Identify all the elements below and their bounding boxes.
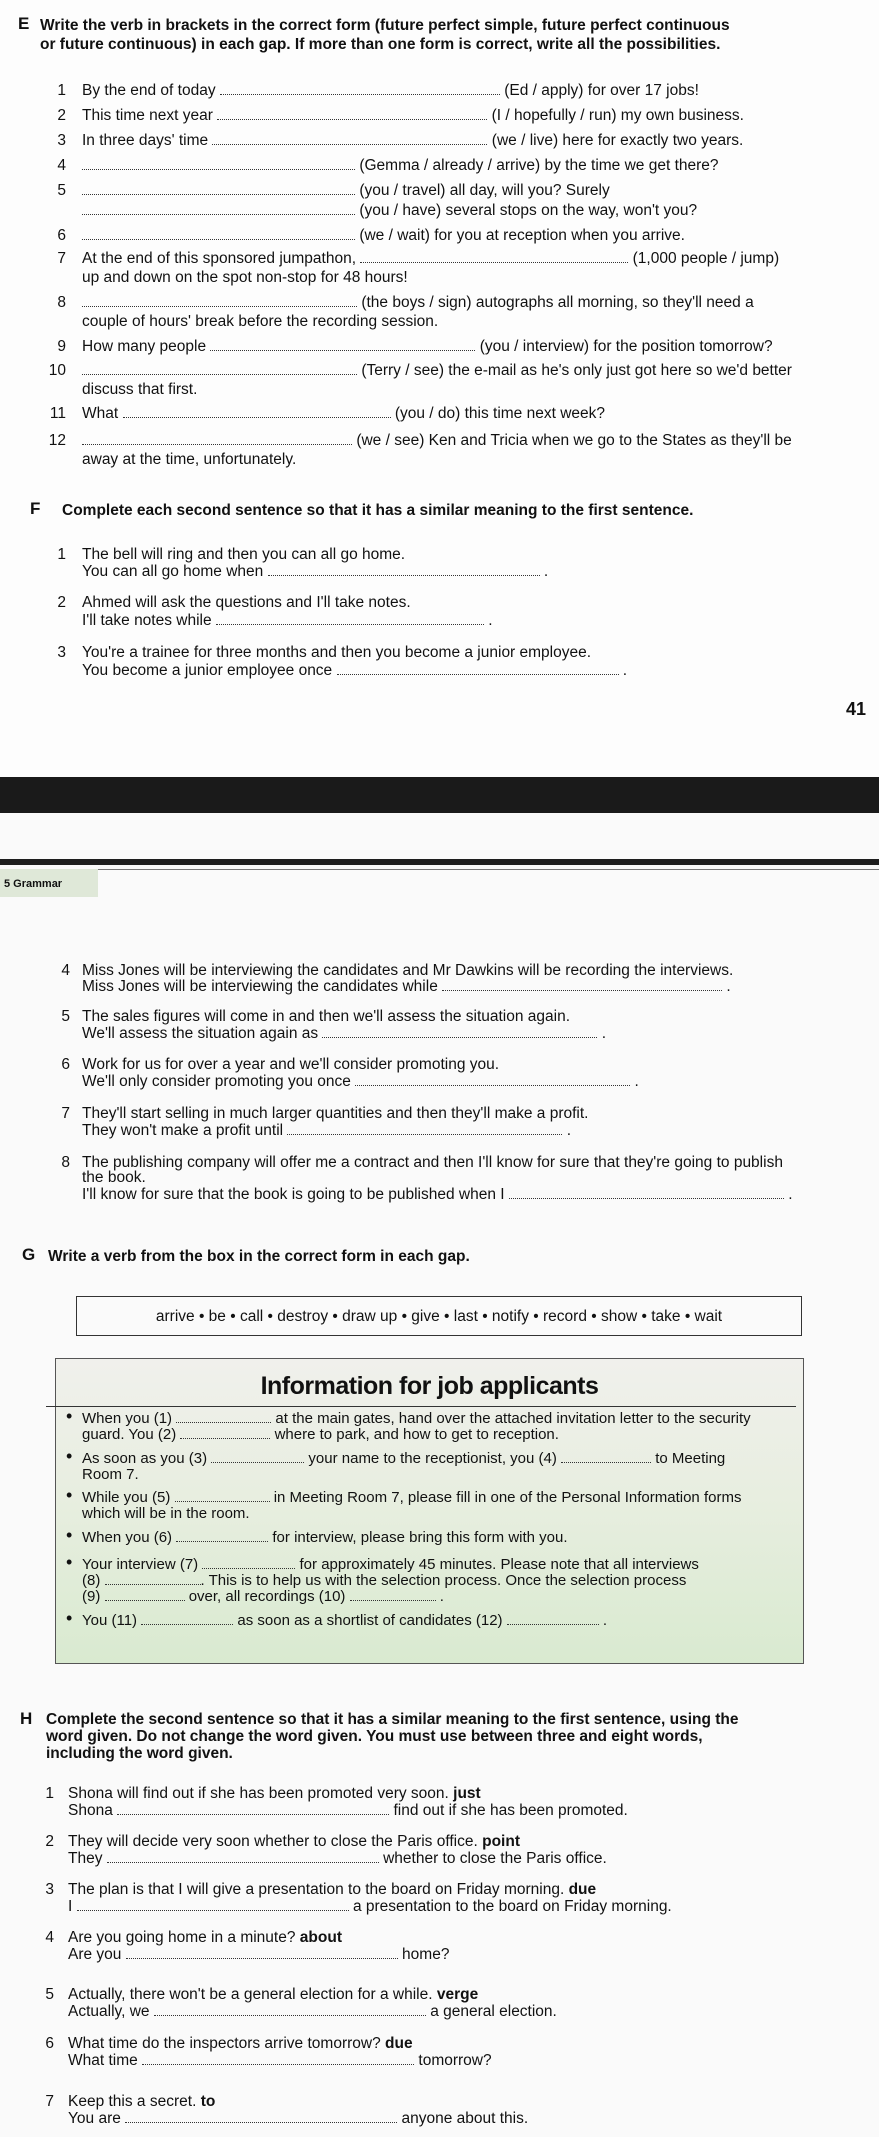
answer-gap[interactable] (82, 182, 355, 195)
page-divider (0, 777, 879, 813)
item-text: We'll only consider promoting you once (82, 1073, 351, 1090)
item-text: What time (68, 2052, 138, 2069)
list-item: Ahmed will ask the questions and I'll take notes. (82, 594, 411, 611)
answer-gap[interactable] (509, 1186, 784, 1199)
list-item (82, 226, 685, 245)
key-word: point (482, 1833, 520, 1850)
key-word: just (453, 1785, 481, 1802)
item-text: You can all go home when (82, 563, 264, 580)
answer-gap[interactable] (142, 2052, 414, 2065)
section-e-instruction: Write the verb in brackets in the correct form (future perfect simple, future perfect continuous (40, 17, 730, 34)
item-number: 5 (57, 182, 66, 199)
answer-gap[interactable] (337, 662, 619, 675)
item-text: Miss Jones will be interviewing the candidates while (82, 978, 438, 995)
list-item: I'll take notes while . (82, 612, 493, 629)
item-text: Are you going home in a minute? (68, 1929, 296, 1946)
item-text: a general election. (430, 2003, 557, 2020)
item-prompt: (you / have) several stops on the way, won't you? (359, 202, 698, 219)
answer-gap[interactable] (82, 294, 357, 307)
list-item (82, 156, 719, 175)
item-number: 3 (57, 644, 66, 661)
answer-gap-12[interactable] (507, 1612, 599, 1625)
bullet-text: in Meeting Room 7, please fill in one of the Personal Information forms (273, 1489, 742, 1506)
list-item (68, 2051, 492, 2070)
item-number: 2 (57, 107, 66, 124)
section-g-letter: G (22, 1245, 36, 1264)
item-number: 4 (57, 157, 66, 174)
answer-gap[interactable] (154, 2003, 426, 2016)
key-word: about (299, 1929, 342, 1946)
list-item (82, 249, 779, 268)
section-f-letter: F (30, 499, 41, 518)
answer-gap-7[interactable] (202, 1556, 295, 1569)
bullet-line: which will be in the room. (82, 1505, 250, 1522)
item-text: I'll know for sure that the book is going to be published when I (82, 1186, 505, 1203)
list-item (82, 201, 697, 220)
key-word: due (385, 2035, 413, 2052)
bullet-icon: • (66, 1552, 73, 1572)
item-continuation: the book. (82, 1169, 146, 1186)
section-e-instruction-2: or future continuous) in each gap. If more than one form is correct, write all the possibilities. (40, 36, 721, 53)
list-item: The bell will ring and then you can all go home. (82, 546, 406, 563)
list-item (68, 1897, 672, 1916)
answer-gap[interactable] (117, 1802, 389, 1815)
item-number: 3 (57, 132, 66, 149)
list-item (68, 1849, 607, 1868)
answer-gap-1[interactable] (176, 1410, 271, 1423)
item-number: 7 (45, 2093, 54, 2110)
list-item (82, 431, 792, 450)
header-rule (0, 859, 879, 865)
item-text: Actually, there won't be a general election for a while. (68, 1986, 433, 2003)
section-h-instruction: Complete the second sentence so that it has a similar meaning to the first sentence, using the (46, 1711, 739, 1728)
bullet-text: While you (5) (82, 1489, 171, 1506)
answer-gap[interactable] (216, 612, 484, 625)
bullet-text: your name to the receptionist, you (4) (308, 1450, 557, 1467)
answer-gap[interactable] (82, 202, 355, 215)
bullet-icon: • (66, 1608, 73, 1628)
item-continuation: up and down on the spot non-stop for 48 hours! (82, 269, 408, 286)
list-item (68, 2002, 557, 2021)
bullet-text: When you (6) (82, 1529, 173, 1546)
answer-gap[interactable] (360, 250, 628, 263)
list-item (68, 2109, 528, 2128)
item-text: a presentation to the board on Friday morning. (352, 1898, 672, 1915)
list-item (82, 361, 792, 380)
bullet-icon: • (66, 1485, 73, 1505)
item-text: anyone about this. (401, 2110, 529, 2127)
answer-gap[interactable] (77, 1898, 349, 1911)
section-g-instruction: Write a verb from the box in the correct form in each gap. (48, 1248, 470, 1265)
item-number: 8 (57, 294, 66, 311)
item-number: 7 (57, 250, 66, 267)
answer-gap-5[interactable] (175, 1489, 270, 1502)
item-number: 7 (61, 1105, 70, 1122)
info-title-rule (46, 1406, 796, 1407)
bullet-icon: • (66, 1525, 73, 1545)
answer-gap-6[interactable] (176, 1529, 268, 1542)
answer-gap-4[interactable] (561, 1450, 651, 1463)
section-e-letter: E (18, 14, 30, 33)
section-h-instruction-2: word given. Do not change the word given. You must use between three and eight words, (46, 1728, 703, 1745)
bullet-text: guard. You (2) (82, 1426, 177, 1443)
item-text: How many people (82, 338, 207, 355)
answer-gap[interactable] (123, 405, 391, 418)
bullet-text: where to park, and how to get to reception. (274, 1426, 559, 1443)
item-number: 5 (61, 1008, 70, 1025)
info-box (55, 1358, 804, 1664)
section-f-instruction: Complete each second sentence so that it has a similar meaning to the first sentence. (62, 502, 694, 519)
page-number: 41 (846, 699, 867, 719)
answer-gap[interactable] (355, 1073, 630, 1086)
answer-gap[interactable] (322, 1025, 597, 1038)
answer-gap-11[interactable] (141, 1612, 233, 1625)
bullet-text: as soon as a shortlist of candidates (12) (237, 1612, 503, 1629)
bullet-text: As soon as you (3) (82, 1450, 208, 1467)
bullet-text: at the main gates, hand over the attached invitation letter to the security (275, 1410, 751, 1427)
list-item: You become a junior employee once . (82, 662, 628, 679)
item-prompt: (we / live) here for exactly two years. (491, 132, 744, 149)
item-text: I (68, 1898, 73, 1915)
item-text: They will decide very soon whether to close the Paris office. (68, 1833, 478, 1850)
item-text: This time next year (82, 107, 213, 124)
item-text: By the end of today (82, 82, 216, 99)
item-prompt: (you / travel) all day, will you? Surely (359, 182, 610, 199)
item-continuation: away at the time, unfortunately. (82, 451, 297, 468)
list-item (82, 404, 605, 423)
answer-gap[interactable] (442, 978, 722, 991)
list-item (82, 337, 773, 356)
item-text: Shona will find out if she has been promoted very soon. (68, 1785, 449, 1802)
word-box (76, 1296, 802, 1336)
answer-gap[interactable] (287, 1122, 562, 1135)
answer-gap[interactable] (126, 1946, 398, 1959)
item-prompt: (we / see) Ken and Tricia when we go to the States as they'll be (356, 432, 792, 449)
bullet-text: You (11) (82, 1612, 138, 1629)
list-item: Work for us for over a year and we'll consider promoting you. (82, 1056, 500, 1073)
item-number: 4 (45, 1929, 54, 1946)
info-title: Information for job applicants (260, 1372, 599, 1400)
answer-gap[interactable] (82, 157, 355, 170)
item-number: 9 (57, 338, 66, 355)
item-text: whether to close the Paris office. (383, 1850, 607, 1867)
item-prompt: (we / wait) for you at reception when you arrive. (359, 227, 685, 244)
chapter-label: 5 Grammar (4, 878, 63, 890)
item-prompt: (you / interview) for the position tomorrow? (479, 338, 773, 355)
section-h-letter: H (20, 1709, 33, 1728)
key-word: to (200, 2093, 216, 2110)
item-text: They (68, 1850, 103, 1867)
item-number: 1 (45, 1785, 54, 1802)
answer-gap[interactable] (268, 563, 540, 576)
header-thin-rule (0, 869, 879, 870)
item-number: 11 (49, 405, 66, 422)
list-item: We'll only consider promoting you once . (82, 1073, 639, 1090)
bullet-text: for approximately 45 minutes. Please note that all interviews (299, 1556, 699, 1573)
bullet-text: . (602, 1612, 608, 1629)
item-number: 6 (57, 227, 66, 244)
item-number: 10 (48, 362, 66, 379)
list-item: They won't make a profit until . (82, 1122, 572, 1139)
top-page (0, 0, 879, 777)
item-number: 6 (45, 2035, 54, 2052)
item-prompt: (you / do) this time next week? (394, 405, 606, 422)
bullet-line (82, 1588, 444, 1606)
answer-gap-2[interactable] (180, 1426, 270, 1439)
item-text: Keep this a secret. (68, 2093, 197, 2110)
item-text: We'll assess the situation again as (82, 1025, 319, 1042)
item-continuation: couple of hours' break before the recording session. (82, 313, 439, 330)
answer-gap-3[interactable] (211, 1450, 304, 1463)
bullet-text: . This is to help us with the selection process. Once the selection process (200, 1572, 687, 1589)
item-text: At the end of this sponsored jumpathon, (82, 250, 357, 267)
bullet-text: (8) (82, 1572, 101, 1589)
answer-gap-9[interactable] (105, 1588, 185, 1601)
item-text: In three days' time (82, 132, 209, 149)
list-item (82, 293, 754, 312)
bullet-text: When you (1) (82, 1410, 173, 1427)
item-number: 8 (61, 1154, 70, 1171)
key-word: verge (436, 1986, 479, 2003)
answer-gap-10[interactable] (350, 1588, 436, 1601)
list-item: I'll know for sure that the book is going to be published when I . (82, 1186, 793, 1203)
list-item: You can all go home when . (82, 563, 549, 580)
item-prompt: (the boys / sign) autographs all morning, so they'll need a (361, 294, 754, 311)
bullet-icon: • (66, 1406, 73, 1426)
bullet-line (82, 1426, 559, 1444)
item-number: 6 (61, 1056, 70, 1073)
bullet-text: over, all recordings (10) (188, 1588, 346, 1605)
answer-gap[interactable] (220, 82, 500, 95)
word-box-text: arrive • be • call • destroy • draw up • give • last • notify • record • show • take • wait (155, 1307, 723, 1325)
item-text: Are you (68, 1946, 122, 1963)
list-item (82, 131, 743, 150)
item-number: 1 (57, 82, 66, 99)
item-text: What (82, 405, 119, 422)
item-number: 4 (61, 962, 70, 979)
item-text: tomorrow? (418, 2052, 492, 2069)
bullet-text: to Meeting (655, 1450, 726, 1467)
bullet-text: for interview, please bring this form with you. (272, 1529, 568, 1546)
answer-gap[interactable] (82, 227, 355, 240)
item-prompt: (Gemma / already / arrive) by the time we get there? (359, 157, 719, 174)
list-item: We'll assess the situation again as . (82, 1025, 607, 1042)
item-text: Shona (68, 1802, 113, 1819)
answer-gap[interactable] (217, 107, 487, 120)
key-word: due (568, 1881, 597, 1898)
list-item (82, 181, 610, 200)
item-number: 3 (45, 1881, 54, 1898)
bullet-line (82, 1529, 568, 1547)
section-h-instruction-3: including the word given. (46, 1745, 233, 1762)
answer-gap-8[interactable] (105, 1572, 201, 1585)
bullet-text: . (439, 1588, 444, 1605)
item-text: What time do the inspectors arrive tomorrow? (68, 2035, 381, 2052)
item-text: find out if she has been promoted. (393, 1802, 628, 1819)
answer-gap[interactable] (212, 132, 487, 145)
item-number: 5 (45, 1986, 54, 2003)
list-item: They'll start selling in much larger quantities and then they'll make a profit. (82, 1105, 589, 1122)
item-continuation: discuss that first. (82, 381, 198, 398)
list-item (82, 106, 744, 125)
item-number: 1 (57, 546, 66, 563)
bullet-line (82, 1450, 725, 1468)
list-item: Miss Jones will be interviewing the candidates while . (82, 978, 731, 995)
item-text: Actually, we (68, 2003, 150, 2020)
answer-gap[interactable] (107, 1850, 379, 1863)
answer-gap[interactable] (82, 362, 357, 375)
list-item (68, 1801, 628, 1820)
item-number: 12 (48, 432, 66, 449)
answer-gap[interactable] (125, 2110, 397, 2123)
item-text: You are (68, 2110, 121, 2127)
list-item (82, 81, 699, 100)
list-item: You're a trainee for three months and then you become a junior employee. (82, 644, 592, 661)
answer-gap[interactable] (210, 338, 475, 351)
bullet-line (82, 1612, 607, 1630)
list-item: Miss Jones will be interviewing the candidates and Mr Dawkins will be recording the interviews. (82, 962, 734, 979)
item-number: 2 (45, 1833, 54, 1850)
item-text: The plan is that I will give a presentation to the board on Friday morning. (68, 1881, 565, 1898)
item-prompt: (Terry / see) the e-mail as he's only just got here so we'd better (361, 362, 792, 379)
item-text: I'll take notes while (82, 612, 212, 629)
bullet-text: Your interview (7) (82, 1556, 199, 1573)
list-item: The publishing company will offer me a contract and then I'll know for sure that they're going to publish (82, 1154, 783, 1171)
list-item: The sales figures will come in and then we'll assess the situation again. (82, 1008, 571, 1025)
item-text: You become a junior employee once (82, 662, 333, 679)
bullet-icon: • (66, 1446, 73, 1466)
answer-gap[interactable] (82, 432, 352, 445)
item-text: home? (402, 1946, 450, 1963)
item-text: They won't make a profit until (82, 1122, 284, 1139)
item-number: 2 (57, 594, 66, 611)
bullet-text: (9) (82, 1588, 101, 1605)
item-prompt: (I / hopefully / run) my own business. (491, 107, 744, 124)
bullet-line: Room 7. (82, 1466, 139, 1483)
item-prompt: (Ed / apply) for over 17 jobs! (504, 82, 699, 99)
item-prompt: (1,000 people / jump) (632, 250, 780, 267)
list-item (68, 1945, 449, 1964)
